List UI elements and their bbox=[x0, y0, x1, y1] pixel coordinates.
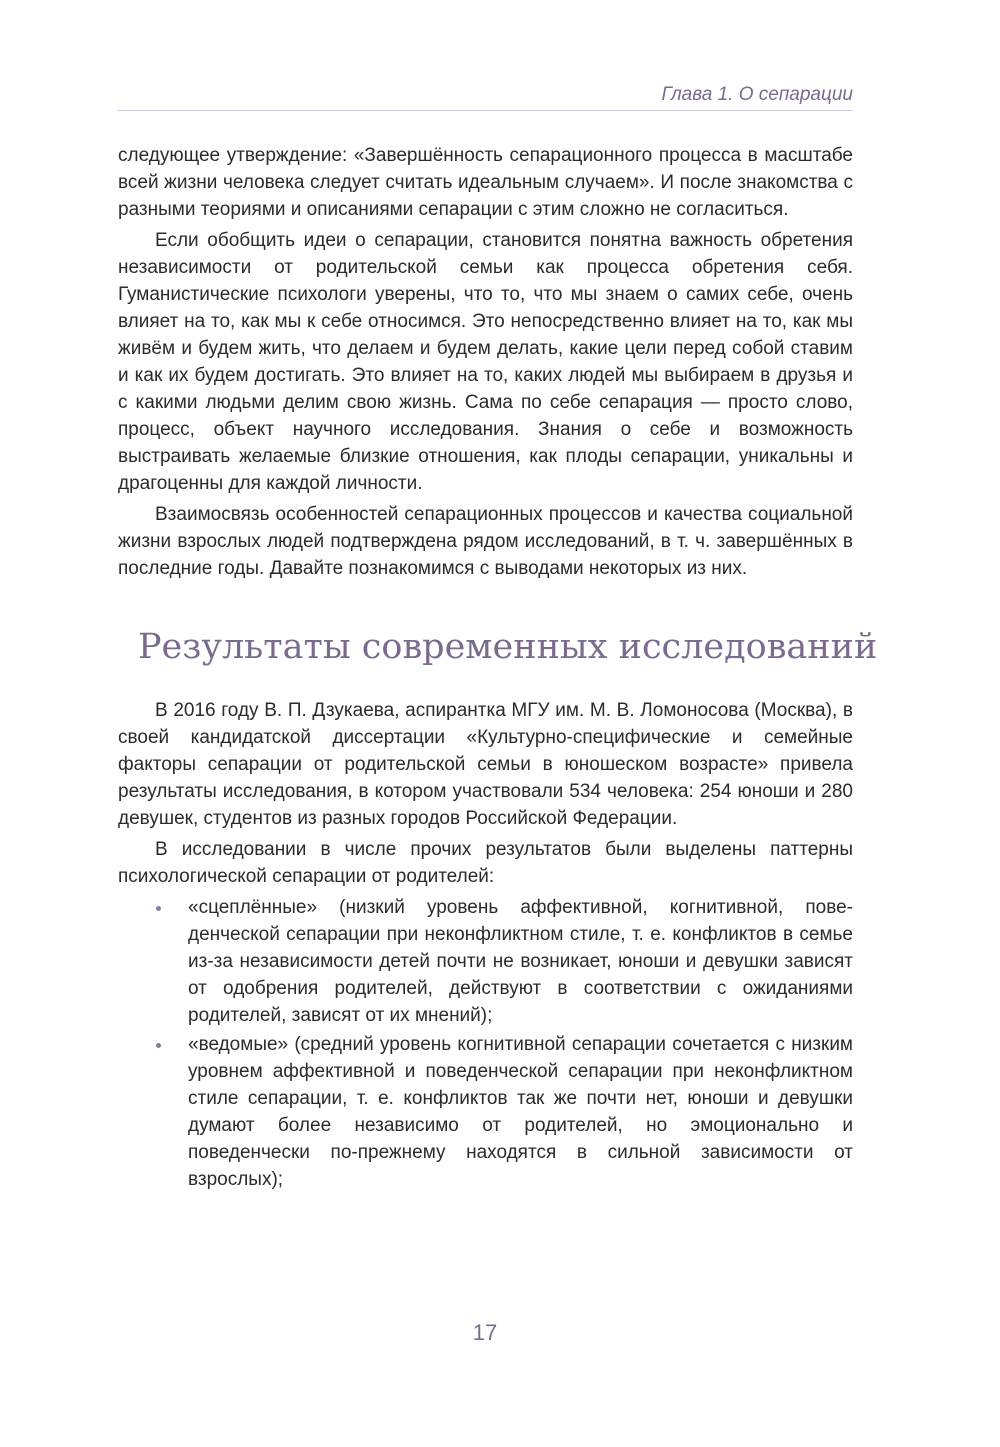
page-body bbox=[118, 142, 878, 1195]
running-header: Глава 1. О сепарации bbox=[661, 84, 853, 105]
list-item bbox=[118, 894, 853, 1029]
list-item-text: «сцеплённые» (низкий уровень аффективной, когнитивной, поведенческой сепарации при неконфликтном стиле, т. е. конфликтов в семье из-за независимости детей почти не возникает, юноши и девушки зависят от одобрения родителей, действуют в соответствии с ожиданиями родителей, зависят от их мнений); bbox=[188, 897, 853, 1026]
page-number: 17 bbox=[472, 1320, 498, 1345]
pattern-list bbox=[118, 894, 853, 1193]
list-item-text: «ведомые» (средний уровень когнитивной сепарации сочетается с низким уровнем аффективной и поведенческой сепарации при неконфликтном стиле сепарации, т. е. конфликтов так же почти нет, юноши и девушки думают более независимо от родителей, но эмоционально и поведенчески по-прежнему находятся в сильной зависимости от взрослых); bbox=[188, 1034, 853, 1190]
paragraph: Если обобщить идеи о сепарации, становится понятна важность обретения независимости от родительской семьи как процесса обретения себя. Гуманистические психологи уверены, что то, что мы знаем о самих себе, очень влияет на то, как мы к себе относимся. Это непосредственно влияет на то, как мы живём и будем жить, что делаем и будем делать, какие цели перед собой ставим и как их будем достигать. Это влияет на то, каких людей мы выбираем в друзья и с какими людьми делим свою жизнь. Сама по себе сепарация — просто слово, процесс, объект научного исследования. Знания о себе и возможность выстраивать желаемые близкие отношения, как плоды сепарации, уникальны и драгоценны для каждой личности. bbox=[118, 230, 853, 494]
paragraph: следующее утверждение: «Завершённость сепарационного процесса в масштабе всей жизни человека следует считать идеальным случаем». И после знакомства с разными теориями и описаниями сепарации с этим сложно не согласиться. bbox=[118, 145, 853, 220]
header-divider bbox=[118, 110, 853, 111]
section-title: Результаты современных исследований bbox=[138, 627, 878, 667]
bullet-dot-icon bbox=[156, 1043, 161, 1048]
bullet-dot-icon bbox=[156, 906, 161, 911]
paragraph: В исследовании в числе прочих результатов были выделены паттерны психологической сепарации от родителей: bbox=[118, 839, 853, 887]
list-item bbox=[118, 1031, 853, 1193]
paragraph: Взаимосвязь особенностей сепарационных процессов и качества социальной жизни взрослых людей подтверждена рядом исследований, в т. ч. завершённых в последние годы. Давайте познакомимся с выводами некоторых из них. bbox=[118, 504, 853, 579]
paragraph: В 2016 году В. П. Дзукаева, аспирантка МГУ им. М. В. Ломоносова (Москва), в своей кандидатской диссертации «Культурно-специфические и семейные факторы сепарации от родительской семьи в юношеском возрасте» привела результаты исследования, в котором участвовали 534 человека: 254 юноши и 280 девушек, студентов из разных городов Российской Федерации. bbox=[118, 700, 853, 829]
